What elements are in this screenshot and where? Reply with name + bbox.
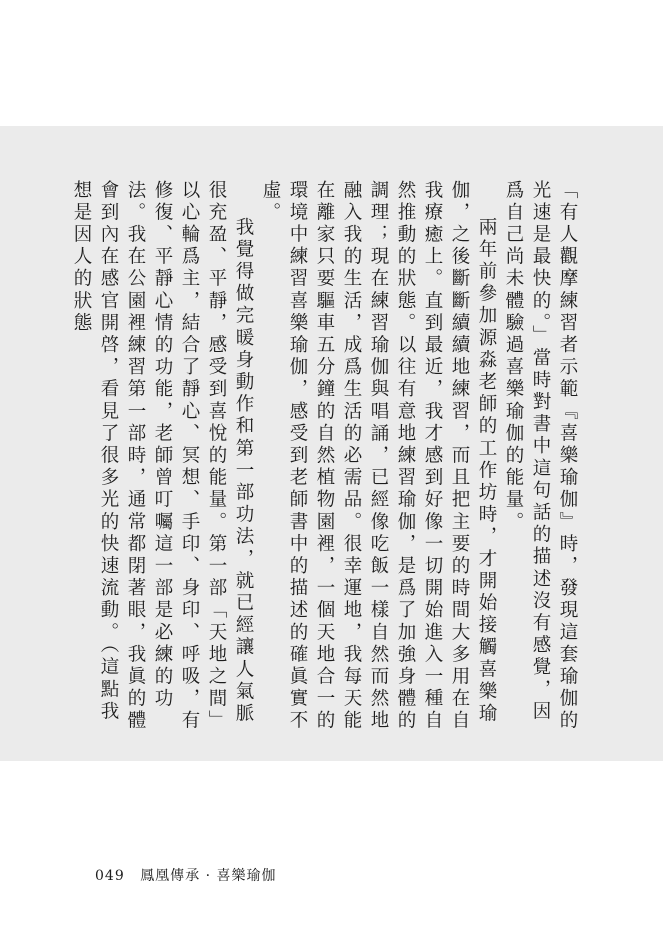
page-footer: [95, 865, 277, 885]
page-number: 049: [95, 868, 125, 884]
vertical-text-body: [68, 180, 581, 740]
paragraph-2: 兩年前參加源淼老師的工作坊時，才開始接觸喜樂瑜伽，之後斷斷續續地練習，而且把主要的時間大多用在自我療癒上。直到最近，我才感到好像一切開始進入一種自然推動的狀態。以往有意地練習瑜伽，是爲了加強身體的調理；現在練習瑜伽與唱誦，已經像吃飯一樣自然而然地融入我的生活，成爲生活的必需品。很幸運地，我每天能在離家只要驅車五分鐘的自然植物園裡，一個天地合一的環境中練習喜樂瑜伽，感受到老師書中的描述的確眞實不虛。: [260, 180, 497, 733]
paragraph-3: 我覺得做完暖身動作和第一部功法，就已經讓人氣脈很充盈、平靜，感受到喜悅的能量。第一部「天地之間」以心輪爲主，結合了靜心、冥想、手印、身印、呼吸，有修復、平靜心情的功能，老師曾叮囑這一部是必練的功法。我在公園裡練習第一部時，通常都閉著眼，我眞的體會到內在感官開啓，看見了很多光的快速流動。（這點我想是因人的狀態: [71, 180, 254, 733]
paragraph-1: 「有人觀摩練習者示範『喜樂瑜伽』時，發現這套瑜伽的光速是最快的。」當時對書中這句話的描述沒有感覺，因爲自己尚未體驗過喜樂瑜伽的能量。: [503, 180, 578, 733]
book-title: 鳳凰傳承 · 喜樂瑜伽: [140, 868, 277, 884]
